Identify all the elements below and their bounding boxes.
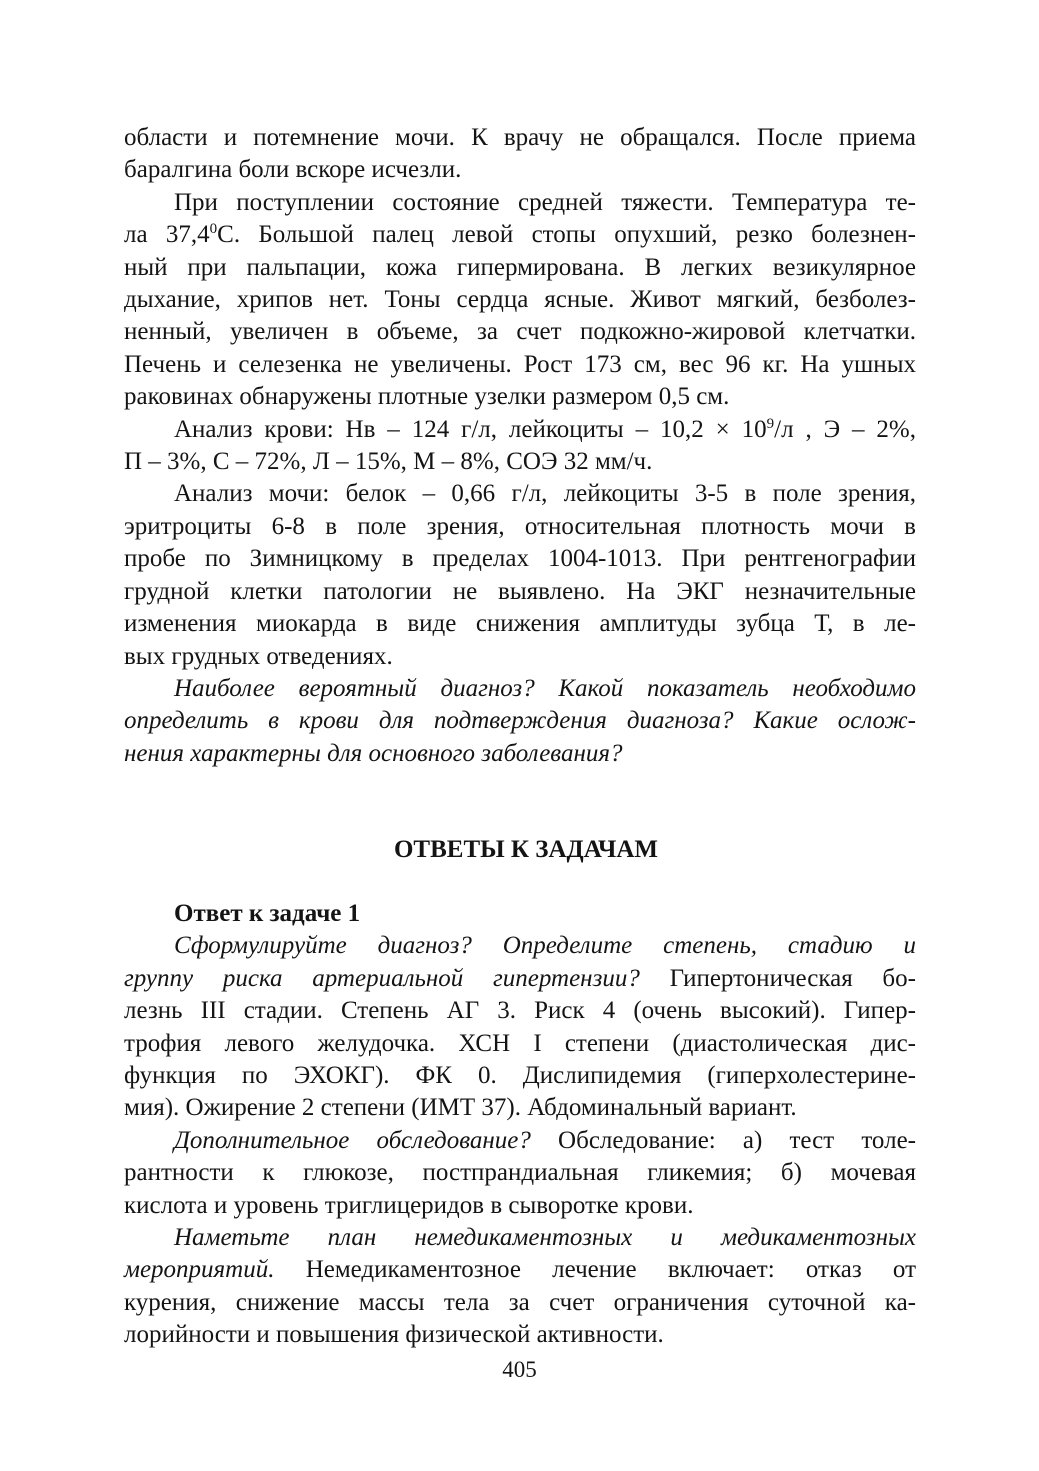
text-line: эритроциты 6-8 в поле зрения, относительная плотность мочи в <box>124 512 916 540</box>
text-line: раковинах обнаружены плотные узелки размером 0,5 см. <box>124 383 730 411</box>
text-fragment: Анализ крови: Нв – 124 г/л, лейкоциты – 10,2 × 10 <box>174 415 767 443</box>
blood-analysis-paragraph <box>124 414 916 479</box>
text-line: ный при пальпации, кожа гипермирована. В легких везикулярное <box>124 253 916 281</box>
text-line <box>124 219 916 251</box>
page-body <box>124 122 916 1349</box>
text-fragment: /л , Э – 2%, <box>774 415 916 443</box>
text-line: баралгина боли вскоре исчезли. <box>124 156 462 184</box>
text-line: лезнь III стадии. Степень АГ 3. Риск 4 (очень высокий). Гипер- <box>124 997 916 1025</box>
text-line: нения характерны для основного заболевания? <box>124 739 623 767</box>
case-paragraph-1 <box>124 122 916 187</box>
text-fragment: Немедикаментозное лечение включает: отказ от <box>274 1256 916 1284</box>
section-title: ОТВЕТЫ К ЗАДАЧАМ <box>393 836 659 863</box>
text-line: Печень и селезенка не увеличены. Рост 173 см, вес 96 кг. На ушных <box>124 350 916 378</box>
answer-paragraph-3 <box>124 1222 916 1352</box>
text-line: Сформулируйте диагноз? Определите степень, стадию и <box>174 932 916 960</box>
text-line: лорийности и повышения физической активности. <box>124 1321 664 1349</box>
text-line: Наметьте план немедикаментозных и медикаментозных <box>174 1224 916 1252</box>
exponent-superscript: 9 <box>766 415 775 432</box>
text-line: вых грудных отведениях. <box>124 642 393 670</box>
text-line: трофия левого желудочка. ХСН I степени (диастолическая дис- <box>124 1029 916 1057</box>
case-question-paragraph <box>124 673 916 770</box>
text-line <box>124 1254 916 1286</box>
question-fragment: Дополнительное обследование? <box>174 1126 531 1154</box>
text-fragment: Гипертоническая бо- <box>639 964 916 992</box>
text-line: определить в крови для подтверждения диагноза? Какие ослож- <box>124 707 916 735</box>
text-line: грудной клетки патологии не выявлено. На ЭКГ незначительные <box>124 577 916 605</box>
text-line: Наиболее вероятный диагноз? Какой показатель необходимо <box>174 674 916 702</box>
text-line <box>124 963 916 995</box>
text-line: пробе по Зимницкому в пределах 1004-1013. При рентгенографии <box>124 545 916 573</box>
text-fragment: Обследование: а) тест толе- <box>530 1126 916 1154</box>
text-line: П – 3%, С – 72%, Л – 15%, М – 8%, СОЭ 32 мм/ч. <box>124 448 653 476</box>
page-number: 405 <box>502 1357 537 1382</box>
case-paragraph-2 <box>124 187 916 414</box>
text-line: При поступлении состояние средней тяжести. Температура те- <box>174 188 916 216</box>
answer-paragraph-1 <box>124 930 916 1124</box>
text-line: ненный, увеличен в объеме, за счет подкожно-жировой клетчатки. <box>124 318 916 346</box>
text-line <box>124 1125 916 1157</box>
answer-block <box>124 898 916 1352</box>
text-line: мия). Ожирение 2 степени (ИМТ 37). Абдоминальный вариант. <box>124 1094 797 1122</box>
text-line: Анализ мочи: белок – 0,66 г/л, лейкоциты 3-5 в поле зрения, <box>174 480 916 508</box>
question-fragment: группу риска артериальной гипертензии? <box>124 964 640 992</box>
text-line: функция по ЭХОКГ). ФК 0. Дислипидемия (гиперхолестерине- <box>124 1062 916 1090</box>
degree-superscript: 0 <box>209 221 218 238</box>
answer-heading: Ответ к задаче 1 <box>174 900 361 927</box>
text-line: курения, снижение массы тела за счет ограничения суточной ка- <box>124 1288 916 1316</box>
text-line: дыхание, хрипов нет. Тоны сердца ясные. Живот мягкий, безболез- <box>124 286 916 314</box>
answer-paragraph-2 <box>124 1125 916 1222</box>
question-fragment: мероприятий. <box>124 1256 275 1284</box>
text-line: изменения миокарда в виде снижения амплитуды зубца Т, в ле- <box>124 610 916 638</box>
text-line: рантности к глюкозе, постпрандиальная гликемия; б) мочевая <box>124 1159 916 1187</box>
text-line <box>124 414 916 446</box>
text-line: кислота и уровень триглицеридов в сыворотке крови. <box>124 1191 694 1219</box>
urine-analysis-paragraph <box>124 478 916 672</box>
text-line: области и потемнение мочи. К врачу не обращался. После приема <box>124 124 916 151</box>
temperature-value: ла 37,4 <box>124 221 210 249</box>
text-fragment: С. Большой палец левой стопы опухший, резко болезнен- <box>217 221 916 249</box>
